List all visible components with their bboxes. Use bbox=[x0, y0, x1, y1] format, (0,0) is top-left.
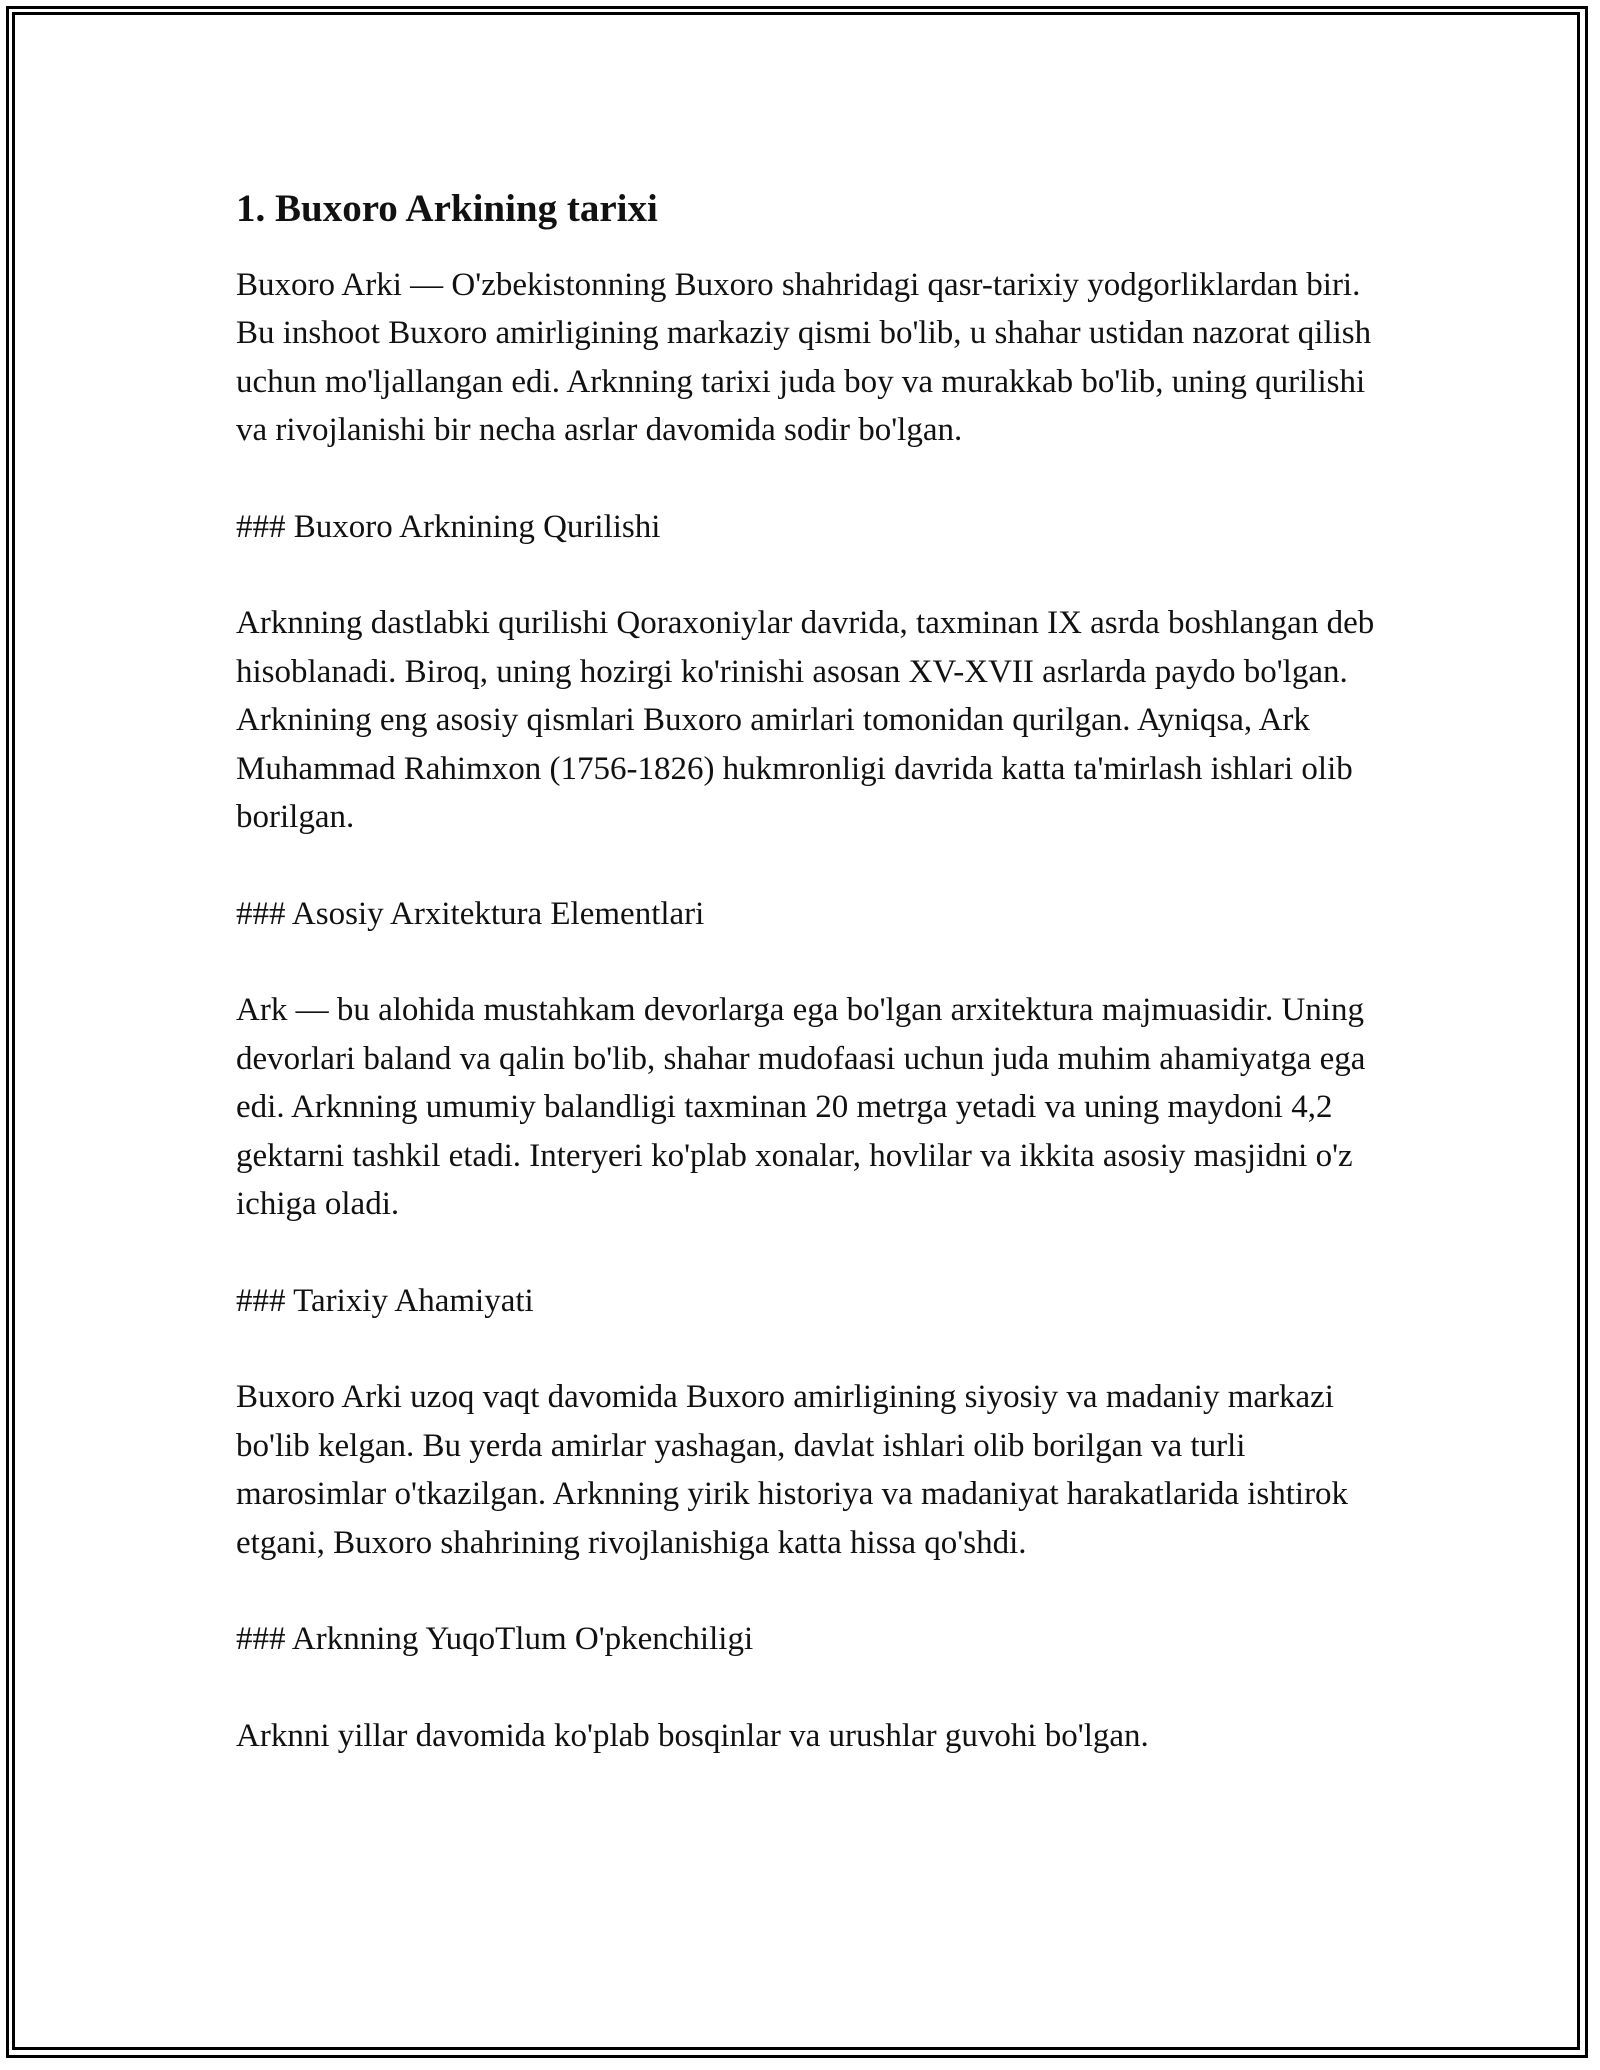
paragraph-intro: Buxoro Arki — O'zbekistonning Buxoro shahridagi qasr-tarixiy yodgorliklardan biri. Bu inshoot Buxoro amirligining markaziy qismi bo'lib, u shahar ustidan nazorat qilish uchun mo'ljallangan edi. Arknning tarixi juda boy va murakkab bo'lib, uning qurilishi va rivojlanishi bir necha asrlar davomida sodir bo'lgan. bbox=[236, 266, 1372, 449]
paragraph-architecture: Ark — bu alohida mustahkam devorlarga ega bo'lgan arxitektura majmuasidir. Uning devorlari baland va qalin bo'lib, shahar mudofaasi uchun juda muhim ahamiyatga ega edi. Arknning umumiy balandligi taxminan 20 metrga yetadi va uning maydoni 4,2 gektarni tashkil etadi. Interyeri ko'plab xonalar, hovlilar va ikkita asosiy masjidni o'z ichiga oladi. bbox=[236, 992, 1366, 1223]
subheading-architecture: ### Asosiy Arxitektura Elementlari bbox=[236, 895, 705, 932]
paragraph-construction: Arknning dastlabki qurilishi Qoraxoniylar davrida, taxminan IX asrda boshlangan deb hisoblanadi. Biroq, uning hozirgi ko'rinishi asosan XV-XVII asrlarda paydo bo'lgan. Arknining eng asosiy qismlari Buxoro amirlari tomonidan qurilgan. Ayniqsa, Ark Muhammad Rahimxon (1756-1826) hukmronligi davrida katta ta'mirlash ishlari olib borilgan. bbox=[236, 605, 1375, 836]
subheading-significance: ### Tarixiy Ahamiyati bbox=[236, 1282, 534, 1319]
paragraph-decline: Arknni yillar davomida ko'plab bosqinlar va urushlar guvohi bo'lgan. bbox=[236, 1717, 1149, 1754]
paragraph-significance: Buxoro Arki uzoq vaqt davomida Buxoro amirligining siyosiy va madaniy markazi bo'lib kelgan. Bu yerda amirlar yashagan, davlat ishlari olib borilgan va turli marosimlar o'tkazilgan. Arknning yirik historiya va madaniyat harakatlarida ishtirok etgani, Buxoro shahrining rivojlanishiga katta hissa qo'shdi. bbox=[236, 1379, 1349, 1561]
subheading-construction: ### Buxoro Arknining Qurilishi bbox=[236, 508, 661, 545]
document-body bbox=[236, 186, 1376, 1808]
subheading-decline: ### Arknning YuqoTlum O'pkenchiligi bbox=[236, 1621, 754, 1658]
document-title: 1. Buxoro Arkining tarixi bbox=[236, 187, 658, 230]
